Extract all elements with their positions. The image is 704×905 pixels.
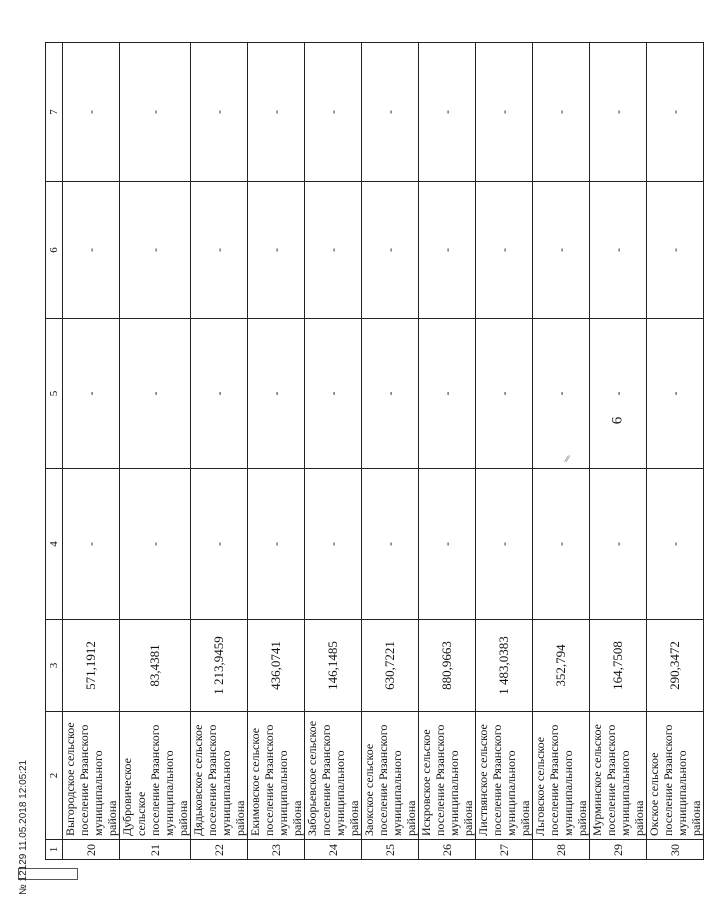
column-header: 7 xyxy=(46,43,63,182)
settlement-name-line: муниципального района xyxy=(447,750,475,836)
table-row xyxy=(362,43,419,860)
settlement-name-line: поселение Рязанского xyxy=(148,724,162,836)
area-value: 1 483,0383 xyxy=(476,620,533,712)
settlement-name-line: Екимовское сельское xyxy=(248,727,262,836)
row-number: 23 xyxy=(248,840,305,860)
table-row xyxy=(305,43,362,860)
settlement-name-line: муниципального района xyxy=(504,750,532,836)
margin-mark-icon: ⁄⁄ xyxy=(566,454,570,464)
table-body xyxy=(63,43,704,860)
row-number: 20 xyxy=(63,840,120,860)
column-header: 3 xyxy=(46,620,63,712)
area-value: 880,9663 xyxy=(419,620,476,712)
column-5-value: - xyxy=(248,319,305,469)
column-header: 2 xyxy=(46,712,63,840)
column-6-value: - xyxy=(533,182,590,319)
table-row xyxy=(63,43,120,860)
column-6-value: - xyxy=(590,182,647,319)
settlement-name xyxy=(362,712,419,840)
settlement-name-line: поселение Рязанского xyxy=(319,724,333,836)
settlement-name-line: поселение Рязанского xyxy=(490,724,504,836)
column-header: 5 xyxy=(46,319,63,469)
column-7-value: - xyxy=(533,43,590,182)
column-5-value: - xyxy=(590,319,647,469)
column-6-value: - xyxy=(120,182,191,319)
row-number: 30 xyxy=(647,840,704,860)
settlement-name-line: муниципального района xyxy=(561,750,589,836)
settlement-name-line: поселение Рязанского xyxy=(205,724,219,836)
column-4-value: - xyxy=(63,469,120,620)
row-number: 26 xyxy=(419,840,476,860)
settlement-name-line: поселение Рязанского xyxy=(77,724,91,836)
settlement-name-line: Листвянское сельское xyxy=(476,724,490,836)
settlement-name xyxy=(533,712,590,840)
settlement-name xyxy=(305,712,362,840)
column-4-value: - xyxy=(476,469,533,620)
column-6-value: - xyxy=(476,182,533,319)
settlement-name-line: муниципального района xyxy=(91,750,119,836)
settlement-name-line: Мурминское сельское xyxy=(590,724,604,836)
table-row xyxy=(647,43,704,860)
registration-footer: № 12129 11.05.2018 12:05:21 xyxy=(18,759,29,895)
column-4-value: - xyxy=(590,469,647,620)
table-row xyxy=(120,43,191,860)
column-7-value: - xyxy=(362,43,419,182)
settlement-name-line: Выгородское сельское xyxy=(63,722,77,836)
column-7-value: - xyxy=(590,43,647,182)
table-row xyxy=(248,43,305,860)
settlement-name-line: муниципального района xyxy=(675,750,703,836)
area-value: 290,3472 xyxy=(647,620,704,712)
column-5-value: - xyxy=(362,319,419,469)
settlement-name-line: поселение Рязанского xyxy=(376,724,390,836)
column-6-value: - xyxy=(419,182,476,319)
row-number: 29 xyxy=(590,840,647,860)
table-row xyxy=(476,43,533,860)
settlement-name xyxy=(419,712,476,840)
settlement-name xyxy=(248,712,305,840)
table-row xyxy=(590,43,647,860)
column-4-value: - xyxy=(305,469,362,620)
rotated-table-sheet xyxy=(45,43,703,860)
settlement-name-line: муниципального района xyxy=(618,750,646,836)
column-6-value: - xyxy=(362,182,419,319)
column-4-value: - xyxy=(191,469,248,620)
settlement-name-line: поселение Рязанского xyxy=(661,724,675,836)
settlement-name-line: поселение Рязанского xyxy=(547,724,561,836)
settlement-name-line: муниципального района xyxy=(333,750,361,836)
area-value: 571,1912 xyxy=(63,620,120,712)
column-header: 1 xyxy=(46,840,63,860)
settlement-name-line: Дядьковское сельское xyxy=(191,724,205,836)
column-4-value: - xyxy=(647,469,704,620)
column-7-value: - xyxy=(191,43,248,182)
settlement-name xyxy=(120,712,191,840)
row-number: 25 xyxy=(362,840,419,860)
settlement-name xyxy=(191,712,248,840)
column-4-value: - xyxy=(120,469,191,620)
column-5-value: - xyxy=(647,319,704,469)
table-row xyxy=(191,43,248,860)
column-7-value: - xyxy=(647,43,704,182)
column-6-value: - xyxy=(191,182,248,319)
column-7-value: - xyxy=(419,43,476,182)
settlement-name xyxy=(476,712,533,840)
area-value: 164,7508 xyxy=(590,620,647,712)
settlement-name-line: муниципального района xyxy=(219,750,247,836)
area-value: 1 213,9459 xyxy=(191,620,248,712)
settlement-name xyxy=(590,712,647,840)
table-row xyxy=(419,43,476,860)
column-5-value: - xyxy=(120,319,191,469)
column-4-value: - xyxy=(419,469,476,620)
settlement-name-line: муниципального района xyxy=(276,750,304,836)
column-4-value: - xyxy=(533,469,590,620)
column-5-value: - xyxy=(63,319,120,469)
column-6-value: - xyxy=(305,182,362,319)
area-value: 146,1485 xyxy=(305,620,362,712)
table-row xyxy=(533,43,590,860)
column-7-value: - xyxy=(248,43,305,182)
settlement-name-line: поселение Рязанского xyxy=(433,724,447,836)
row-number: 27 xyxy=(476,840,533,860)
column-7-value: - xyxy=(63,43,120,182)
row-number: 21 xyxy=(120,840,191,860)
column-7-value: - xyxy=(120,43,191,182)
column-5-value: - xyxy=(191,319,248,469)
column-4-value: - xyxy=(362,469,419,620)
area-value: 436,0741 xyxy=(248,620,305,712)
settlement-name-line: муниципального района xyxy=(162,750,190,836)
column-5-value: - xyxy=(305,319,362,469)
settlement-name xyxy=(63,712,120,840)
settlement-name-line: Льговское сельское xyxy=(533,736,547,836)
settlement-name-line: Искровское сельское xyxy=(419,729,433,836)
column-header: 4 xyxy=(46,469,63,620)
page-number: 6 xyxy=(609,416,626,425)
settlement-name-line: поселение Рязанского xyxy=(604,724,618,836)
row-number: 28 xyxy=(533,840,590,860)
table-header-row xyxy=(46,43,63,860)
settlement-name-line: Дубровическое сельское xyxy=(120,758,148,836)
area-value: 83,4381 xyxy=(120,620,191,712)
column-6-value: - xyxy=(647,182,704,319)
column-5-value: - xyxy=(419,319,476,469)
column-4-value: - xyxy=(248,469,305,620)
settlement-name-line: Окское сельское xyxy=(647,752,661,836)
settlement-name-line: Заборьевское сельское xyxy=(305,720,319,836)
column-header: 6 xyxy=(46,182,63,319)
row-number: 24 xyxy=(305,840,362,860)
column-6-value: - xyxy=(248,182,305,319)
settlement-name-line: муниципального района xyxy=(390,750,418,836)
column-7-value: - xyxy=(476,43,533,182)
column-7-value: - xyxy=(305,43,362,182)
area-value: 352,794 xyxy=(533,620,590,712)
settlement-name xyxy=(647,712,704,840)
column-5-value: - xyxy=(476,319,533,469)
column-6-value: - xyxy=(63,182,120,319)
column-5-value: - xyxy=(533,319,590,469)
area-value: 630,7221 xyxy=(362,620,419,712)
settlement-name-line: поселение Рязанского xyxy=(262,724,276,836)
row-number: 22 xyxy=(191,840,248,860)
data-table xyxy=(45,42,704,860)
settlement-name-line: Заокское сельское xyxy=(362,743,376,836)
